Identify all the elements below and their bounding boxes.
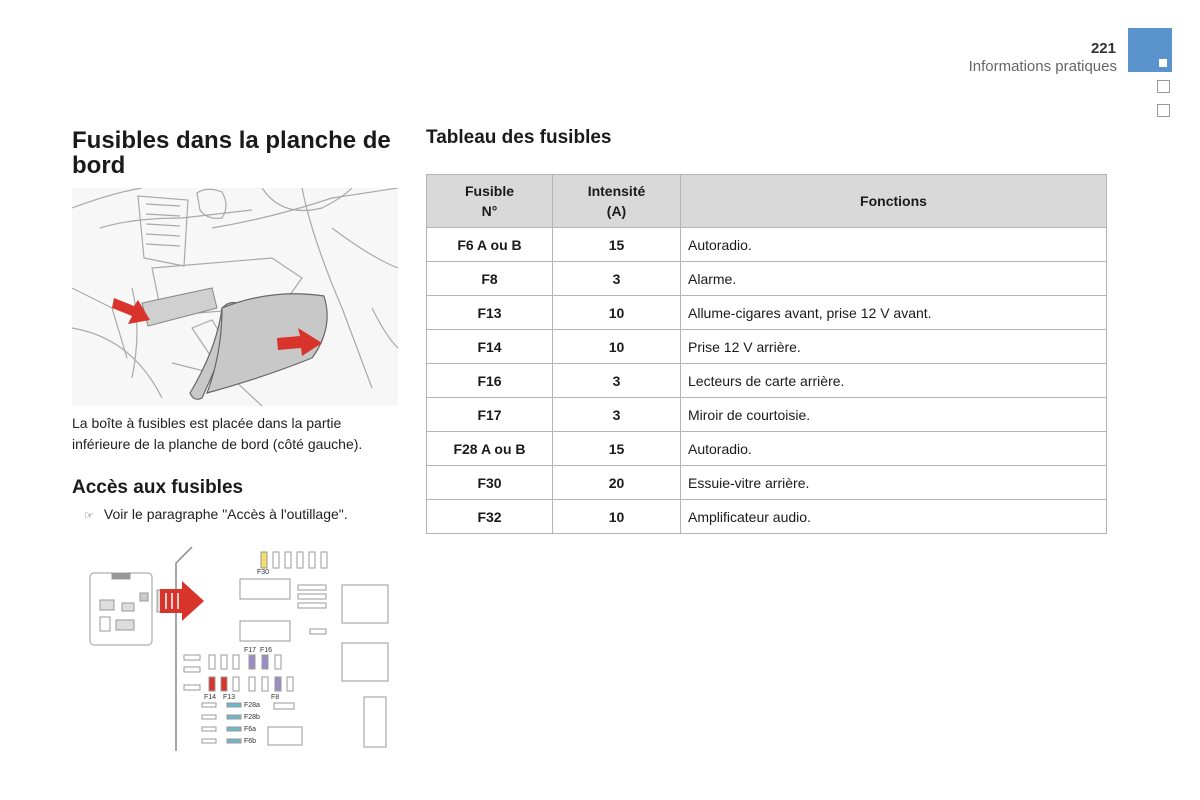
cell-fuse: F17 <box>427 398 553 432</box>
access-reference-text: Voir le paragraphe "Accès à l'outillage". <box>103 506 348 522</box>
fuse-label-f14: F14 <box>204 694 217 701</box>
fuse-label-f30: F30 <box>257 569 270 576</box>
table-row <box>427 262 1107 296</box>
cell-amperage: 10 <box>553 500 681 534</box>
cell-function: Essuie-vitre arrière. <box>681 466 1107 500</box>
cell-amperage: 15 <box>553 228 681 262</box>
fuse-label-f28b: F28b <box>244 714 260 721</box>
page-number: 221 <box>1090 40 1116 57</box>
table-row <box>427 466 1107 500</box>
fuse-label-f6b: F6b <box>244 738 257 745</box>
header-fuse-line2: N° <box>481 203 498 219</box>
fuse-label-f28a: F28a <box>244 702 260 709</box>
section-name: Informations pratiques <box>968 58 1117 75</box>
cell-amperage: 20 <box>553 466 681 500</box>
cell-function: Allume-cigares avant, prise 12 V avant. <box>681 296 1107 330</box>
cell-amperage: 3 <box>553 364 681 398</box>
header-amperage <box>553 175 681 228</box>
chapter-tab <box>1157 104 1170 117</box>
cell-fuse: F32 <box>427 500 553 534</box>
cell-fuse: F30 <box>427 466 553 500</box>
pointing-hand-icon: ☞ <box>84 510 94 522</box>
cell-fuse: F8 <box>427 262 553 296</box>
table-row <box>427 364 1107 398</box>
cell-function: Miroir de courtoisie. <box>681 398 1107 432</box>
header-fuse-number <box>427 175 553 228</box>
cell-fuse: F16 <box>427 364 553 398</box>
cell-fuse: F14 <box>427 330 553 364</box>
access-heading: Accès aux fusibles <box>72 477 244 498</box>
chapter-tab-active <box>1128 28 1172 72</box>
table-row <box>427 330 1107 364</box>
cell-amperage: 10 <box>553 296 681 330</box>
cell-fuse: F6 A ou B <box>427 228 553 262</box>
header-amp-line1: Intensité <box>587 183 646 199</box>
cell-function: Alarme. <box>681 262 1107 296</box>
table-row <box>427 296 1107 330</box>
tab-dot <box>1159 59 1167 67</box>
access-reference[interactable] <box>84 506 348 522</box>
cell-function: Prise 12 V arrière. <box>681 330 1107 364</box>
table-row <box>427 432 1107 466</box>
cell-fuse: F28 A ou B <box>427 432 553 466</box>
chapter-tab <box>1157 80 1170 93</box>
intro-paragraph: La boîte à fusibles est placée dans la partie inférieure de la planche de bord (côté gauche). <box>72 415 363 452</box>
fuse-table <box>426 174 1107 534</box>
cell-amperage: 3 <box>553 262 681 296</box>
dashboard-fusebox-location-illustration <box>72 188 398 406</box>
header-functions: Fonctions <box>681 175 1107 228</box>
cell-function: Autoradio. <box>681 228 1107 262</box>
fusebox-diagram <box>72 545 402 751</box>
header-amp-line2: (A) <box>606 203 627 219</box>
fuse-label-f13: F13 <box>223 694 236 701</box>
cell-function: Lecteurs de carte arrière. <box>681 364 1107 398</box>
cell-fuse: F13 <box>427 296 553 330</box>
table-row <box>427 500 1107 534</box>
cell-amperage: 3 <box>553 398 681 432</box>
fuse-label-f8: F8 <box>271 694 280 701</box>
cell-function: Autoradio. <box>681 432 1107 466</box>
fuse-label-f17: F17 <box>244 647 257 654</box>
cell-amperage: 15 <box>553 432 681 466</box>
page-title: Fusibles dans la planche de bord <box>72 127 391 179</box>
table-heading: Tableau des fusibles <box>426 127 612 148</box>
fuse-label-f6a: F6a <box>244 726 257 733</box>
header-fuse-line1: Fusible <box>464 183 514 199</box>
cell-amperage: 10 <box>553 330 681 364</box>
fuse-label-f16: F16 <box>260 647 273 654</box>
table-header-row <box>427 175 1107 228</box>
table-row <box>427 398 1107 432</box>
table-row <box>427 228 1107 262</box>
cell-function: Amplificateur audio. <box>681 500 1107 534</box>
